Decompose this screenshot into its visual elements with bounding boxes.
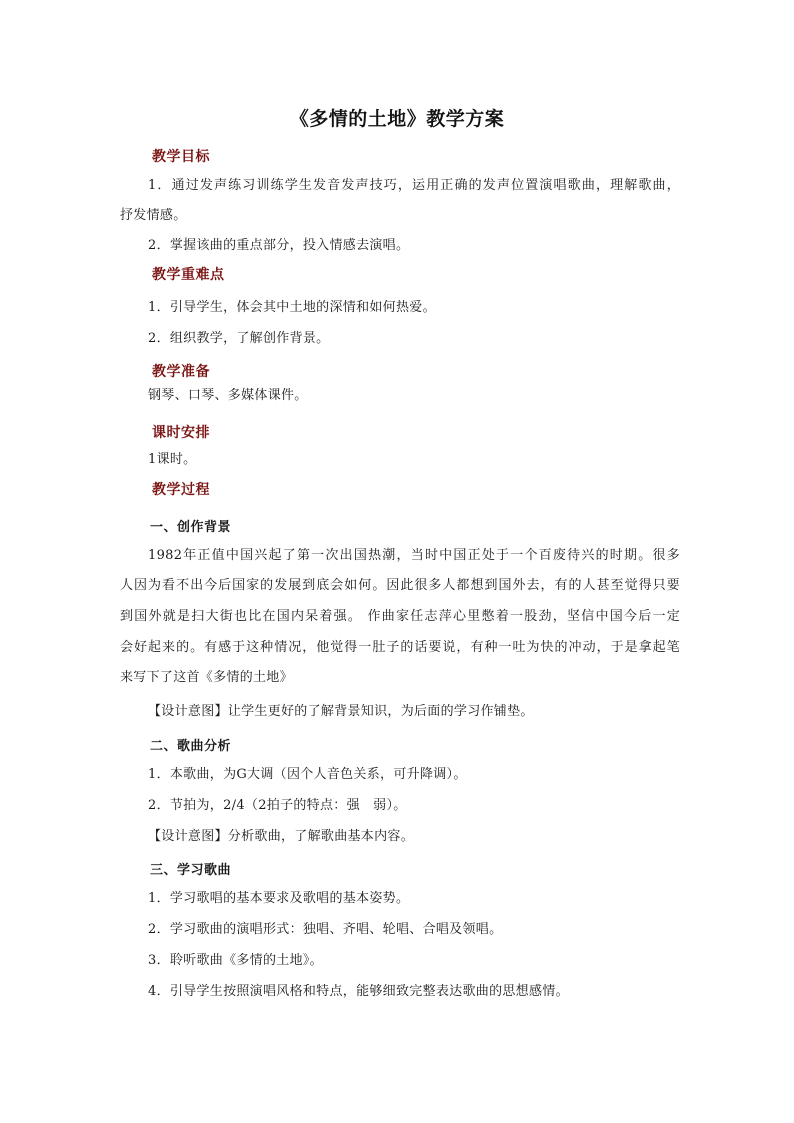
background-para-line-4: 会好起来的。有感于这种情况，他觉得一肚子的话要说，有种一吐为快的冲动，于是拿起笔 xyxy=(120,640,680,655)
key-points-item-2: 2．组织教学，了解创作背景。 xyxy=(148,331,330,346)
process-part-1-heading: 一、创作背景 xyxy=(150,520,232,535)
section-heading-process: 教学过程 xyxy=(152,482,210,498)
goals-item-2: 2．掌握该曲的重点部分，投入情感去演唱。 xyxy=(148,238,410,253)
section-heading-preparation: 教学准备 xyxy=(152,364,210,380)
background-para-line-5: 来写下了这首《多情的土地》 xyxy=(120,670,293,685)
section-heading-goals: 教学目标 xyxy=(152,149,210,165)
learning-item-4: 4．引导学生按照演唱风格和特点，能够细致完整表达歌曲的思想感情。 xyxy=(148,984,569,999)
background-para-line-2: 人因为看不出今后国家的发展到底会如何。因此很多人都想到国外去，有的人甚至觉得只要 xyxy=(120,578,680,593)
preparation-text: 钢琴、口琴、多媒体课件。 xyxy=(148,388,308,403)
section-heading-key-points: 教学重难点 xyxy=(152,267,225,283)
part-1-design-intent: 【设计意图】让学生更好的了解背景知识，为后面的学习作铺垫。 xyxy=(148,704,534,719)
learning-item-3: 3．聆听歌曲《多情的土地》。 xyxy=(148,953,323,968)
analysis-item-1: 1．本歌曲，为G大调（因个人音色关系，可升降调）。 xyxy=(148,767,467,782)
schedule-text: 1课时。 xyxy=(148,452,197,467)
background-para-line-1: 1982年正值中国兴起了第一次出国热潮，当时中国正处于一个百废待兴的时期。很多 xyxy=(148,548,680,563)
document-title: 《多情的土地》教学方案 xyxy=(289,108,505,130)
goals-item-1-line-1: 1．通过发声练习训练学生发音发声技巧，运用正确的发声位置演唱歌曲，理解歌曲， xyxy=(148,178,680,193)
process-part-2-heading: 二、歌曲分析 xyxy=(150,739,232,754)
analysis-item-2: 2．节拍为，2/4（2拍子的特点：强 弱）。 xyxy=(148,798,407,813)
section-heading-schedule: 课时安排 xyxy=(152,425,210,441)
process-part-3-heading: 三、学习歌曲 xyxy=(150,863,232,878)
learning-item-1: 1．学习歌唱的基本要求及歌唱的基本姿势。 xyxy=(148,891,410,906)
background-para-line-3: 到国外就是扫大街也比在国内呆着强。 作曲家任志萍心里憋着一股劲，坚信中国今后一定 xyxy=(120,609,680,624)
learning-item-2: 2．学习歌曲的演唱形式：独唱、齐唱、轮唱、合唱及领唱。 xyxy=(148,922,503,937)
part-2-design-intent: 【设计意图】分析歌曲，了解歌曲基本内容。 xyxy=(148,829,415,844)
key-points-item-1: 1．引导学生，体会其中土地的深情和如何热爱。 xyxy=(148,300,436,315)
goals-item-1-line-2: 抒发情感。 xyxy=(120,208,187,223)
